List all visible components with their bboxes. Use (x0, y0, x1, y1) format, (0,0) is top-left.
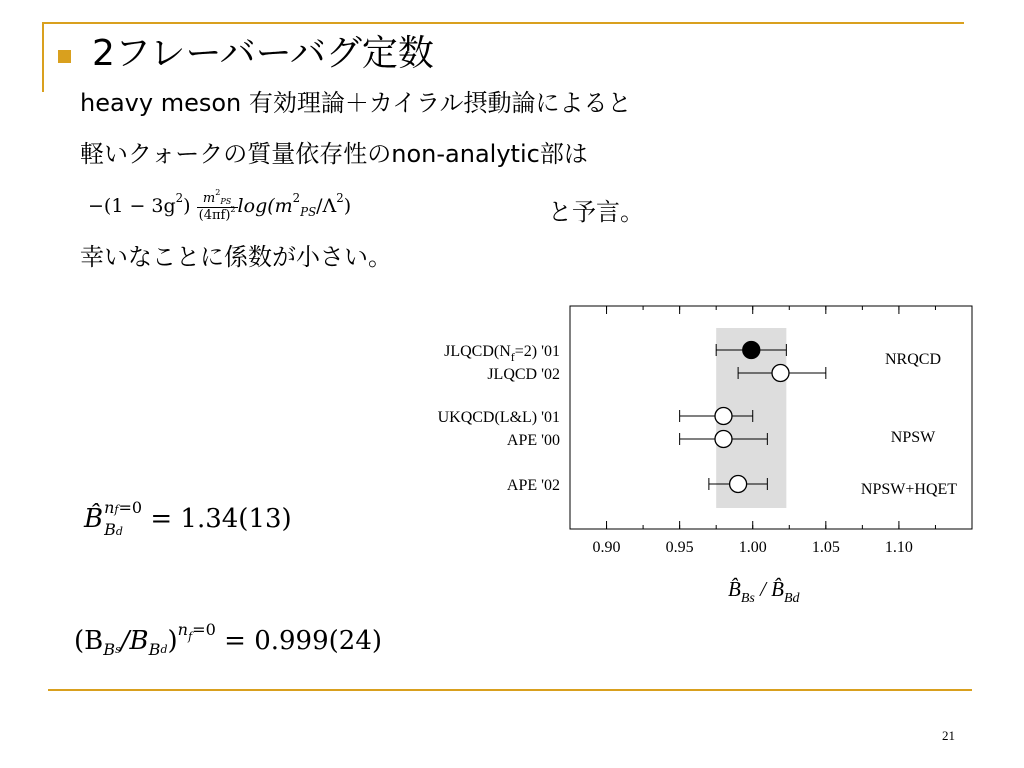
ratio-formula: $(B_Bs/B_Bd)^{nf=0} = 0.999(24)$ (74, 620, 383, 659)
bbd-formula: B̂ nf=0 Bd = 1.34(13) (84, 498, 292, 539)
x-tick-label: 0.95 (665, 539, 694, 556)
formula-suffix: と予言。 (548, 198, 644, 226)
data-point (715, 408, 732, 425)
group-label: NRQCD (884, 351, 942, 368)
page-number: 21 (942, 728, 955, 743)
x-tick-label: 0.90 (592, 539, 621, 556)
data-point (772, 365, 789, 382)
bottom-divider (48, 689, 972, 691)
x-tick-label: 1.00 (738, 539, 767, 556)
x-tick-label: 1.05 (811, 539, 840, 556)
slide-title: 2フレーバーバグ定数 (92, 33, 434, 74)
point-label: APE '02 (506, 477, 560, 494)
body-line-4: 幸いなことに係数が小さい。 (80, 243, 392, 271)
point-label: JLQCD '02 (487, 366, 560, 383)
data-point (715, 431, 732, 448)
non-analytic-formula: $-(1 - 3g^2)$ $\frac{m^2_{PS}}{(4\pi f)^2}$ $\log(m^2_{PS}/\Lambda^2)$ (88, 187, 352, 223)
data-point (730, 476, 747, 493)
body-line-2: 軽いクォークの質量依存性のnon-analytic部は (80, 140, 588, 168)
point-label: UKQCD(L&L) '01 (437, 409, 560, 426)
formula-fraction: $\frac{m^2_{PS}}{(4\pi f)^2}$ (198, 187, 236, 223)
x-tick-label: 1.10 (884, 539, 913, 556)
group-label: NPSW (890, 429, 936, 446)
group-label: NPSW+HQET (860, 481, 958, 498)
body-line-1: heavy meson 有効理論＋カイラル摂動論によると (80, 89, 632, 117)
point-label: APE '00 (506, 432, 560, 449)
x-axis-label: $B̂_{Bs}$ / $B̂_{Bd}$ (728, 577, 800, 606)
point-label: $JLQCD(N_f=2)$ '01 (444, 343, 560, 364)
data-point (743, 342, 760, 359)
